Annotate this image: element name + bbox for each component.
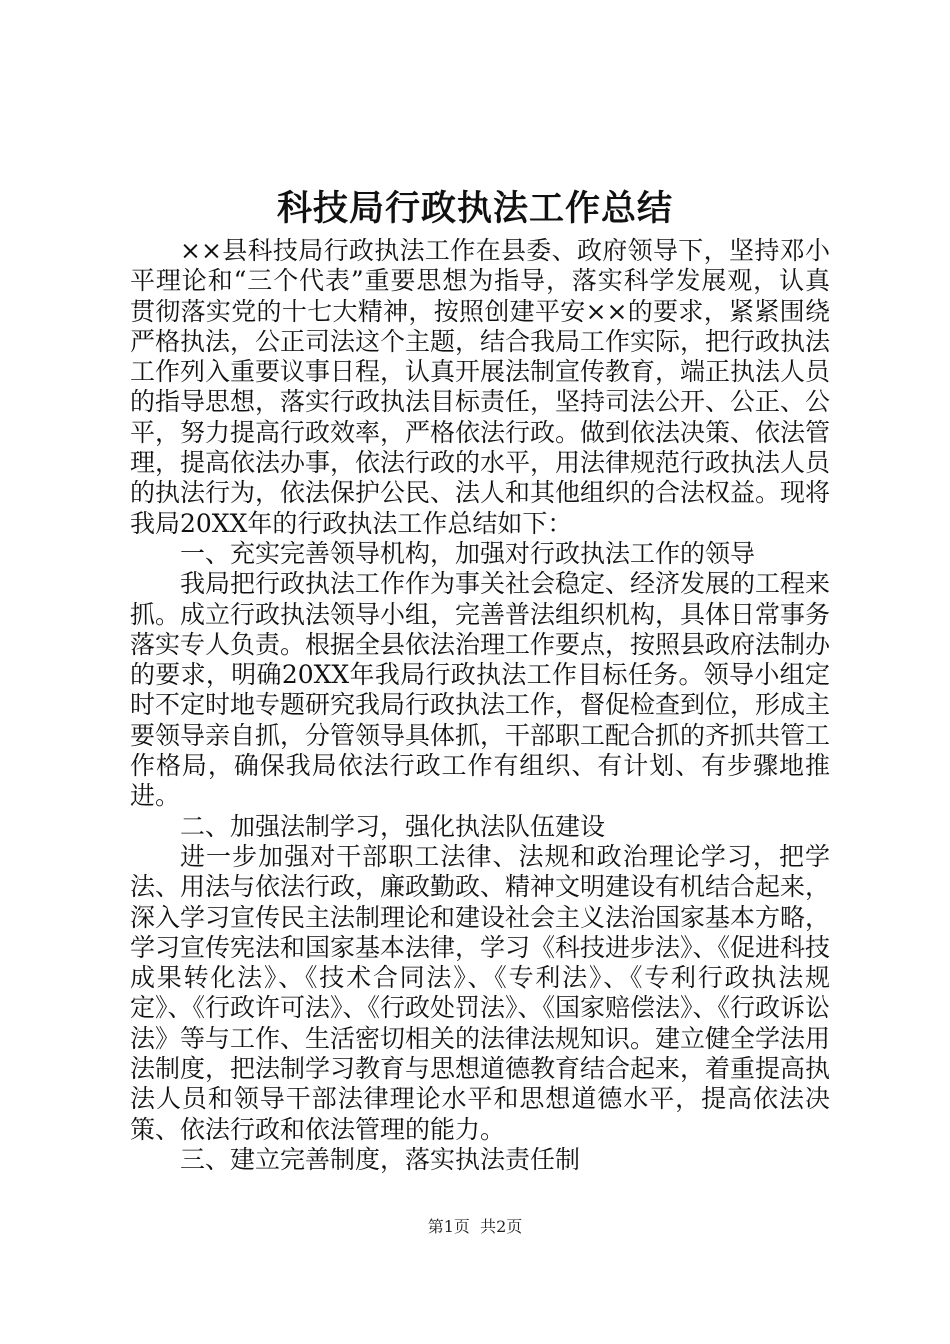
section-2-paragraph: 进一步加强对干部职工法律、法规和政治理论学习，把学法、用法与依法行政，廉政勤政、精神文明建设有机结合起来，深入学习宣传民主法制理论和建设社会主义法治国家基本方略，学习宣传宪法和国家基本法律，学习《科技进步法》、《促进科技成果转化法》、《技术合同法》、《专利法》、《专利行政执法规定》、《行政许可法》、《行政处罚法》、《国家赔偿法》、《行政诉讼法》等与工作、生活密切相关的法律法规知识。建立健全学法用法制度，把法制学习教育与思想道德教育结合起来，着重提高执法人员和领导干部法律理论水平和思想道德水平，提高依法决策、依法行政和依法管理的能力。 — [130, 841, 831, 1144]
document-body — [130, 236, 830, 1175]
page-footer — [0, 1216, 950, 1238]
page-number-label: 第1页 共2页 — [427, 1217, 523, 1236]
section-1-paragraph: 我局把行政执法工作作为事关社会稳定、经济发展的工程来抓。成立行政执法领导小组，完善普法组织机构，具体日常事务落实专人负责。根据全县依法治理工作要点，按照县政府法制办的要求，明确20XX年我局行政执法工作目标任务。领导小组定时不定时地专题研究我局行政执法工作，督促检查到位，形成主要领导亲自抓，分管领导具体抓，干部职工配合抓的齐抓共管工作格局，确保我局依法行政工作有组织、有计划、有步骤地推进。 — [130, 569, 831, 811]
section-heading-3: 三、建立完善制度，落实执法责任制 — [180, 1144, 581, 1174]
document-title: 科技局行政执法工作总结 — [276, 188, 673, 229]
section-heading-1: 一、充实完善领导机构，加强对行政执法工作的领导 — [180, 538, 756, 568]
section-heading-2: 二、加强法制学习，强化执法队伍建设 — [180, 811, 606, 841]
intro-paragraph: ××县科技局行政执法工作在县委、政府领导下，坚持邓小平理论和“三个代表”重要思想为指导，落实科学发展观，认真贯彻落实党的十七大精神，按照创建平安××的要求，紧紧围绕严格执法，公正司法这个主题，结合我局工作实际，把行政执法工作列入重要议事日程，认真开展法制宣传教育，端正执法人员的指导思想，落实行政执法目标责任，坚持司法公开、公正、公平，努力提高行政效率，严格依法行政。做到依法决策、依法管理，提高依法办事，依法行政的水平，用法律规范行政执法人员的执法行为，依法保护公民、法人和其他组织的合法权益。现将我局20XX年的行政执法工作总结如下： — [130, 236, 831, 538]
